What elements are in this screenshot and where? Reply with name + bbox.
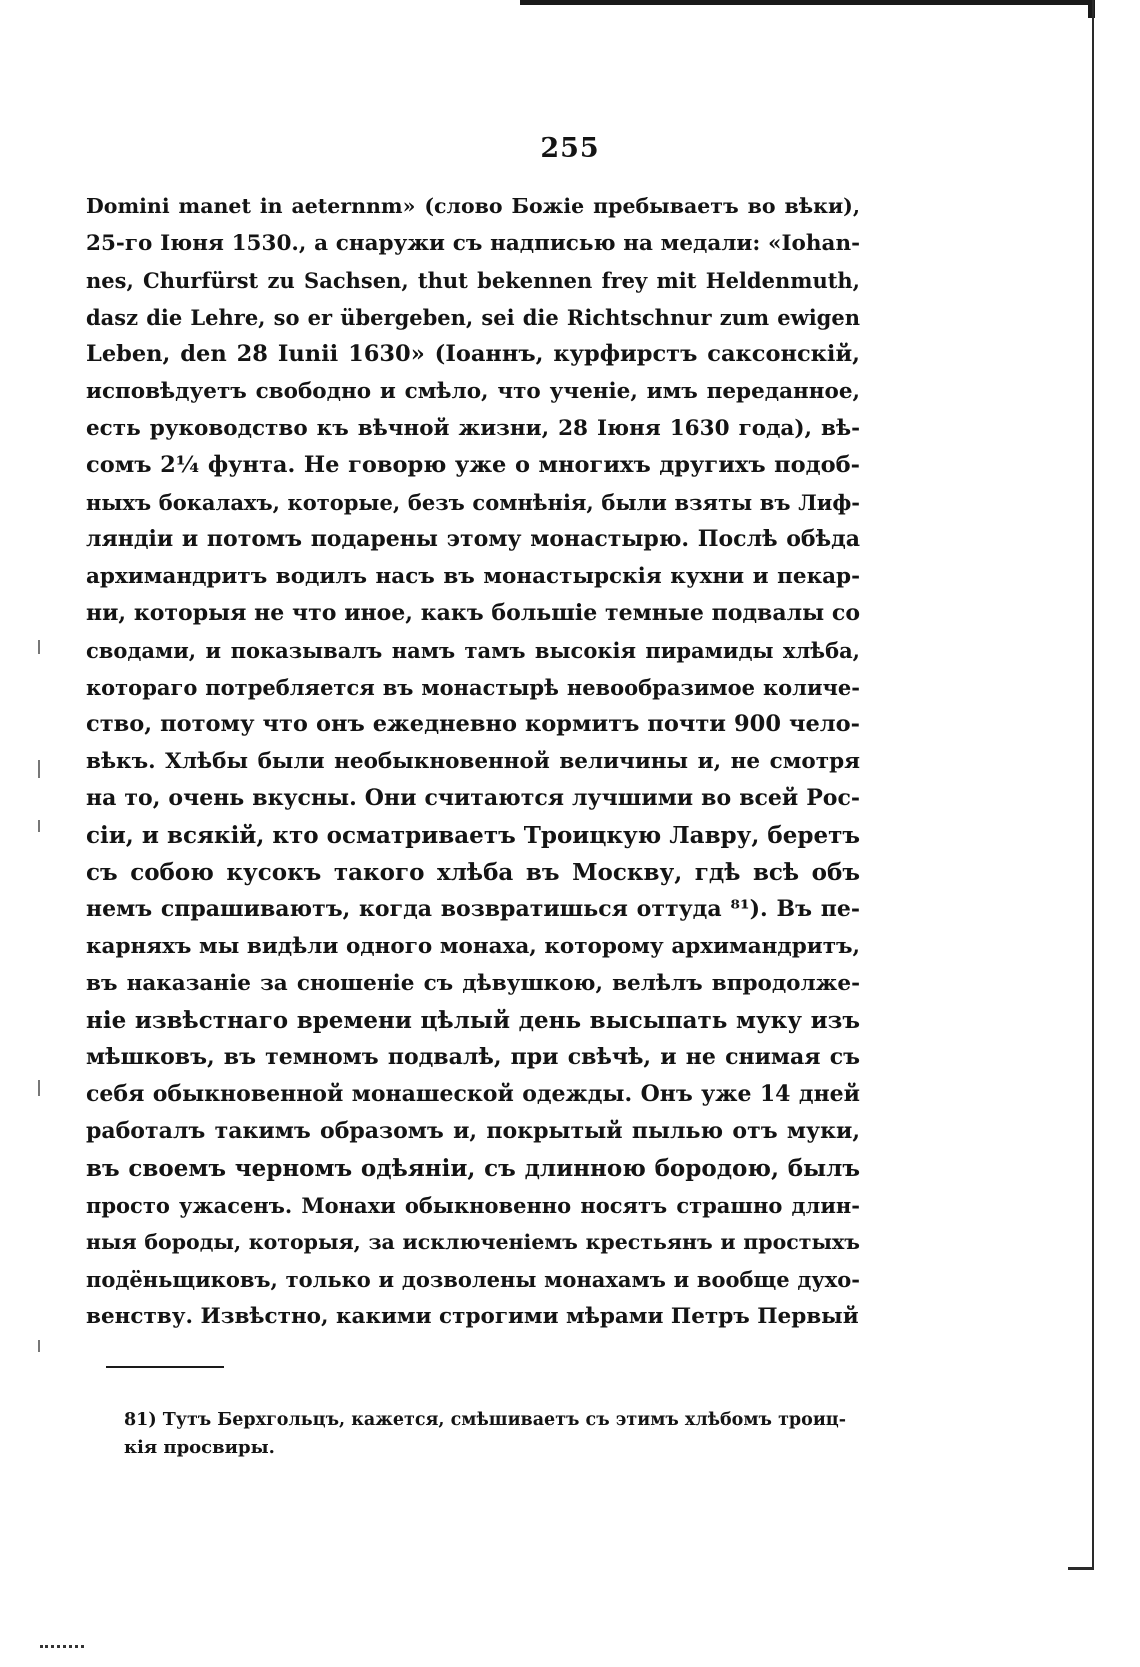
body-line: 25-го Іюня 1530., а снаружи съ надписью на медали: «Iohan- bbox=[86, 231, 860, 256]
body-line: карняхъ мы видѣли одного монаха, которому архимандритъ, bbox=[86, 934, 860, 959]
body-line: въ своемъ черномъ одѣяніи, съ длинною бородою, былъ bbox=[86, 1155, 860, 1182]
body-line: исповѣдуетъ свободно и смѣло, что ученіе, имъ переданное, bbox=[86, 379, 860, 404]
scan-corner-mark bbox=[40, 1645, 84, 1655]
footnote bbox=[124, 1406, 862, 1462]
body-line: ныхъ бокалахъ, которые, безъ сомнѣнія, были взяты въ Лиф- bbox=[86, 490, 860, 515]
scan-margin-tick bbox=[38, 820, 40, 832]
body-line: dasz die Lehre, so er übergeben, sei die Richtschnur zum ewigen bbox=[86, 305, 860, 330]
scan-margin-tick bbox=[38, 1080, 40, 1096]
body-line: себя обыкновенной монашеской одежды. Онъ уже 14 дней bbox=[86, 1081, 860, 1107]
scan-margin-tick bbox=[38, 640, 40, 654]
body-line: вѣкъ. Хлѣбы были необыкновенной величины и, не смотря bbox=[86, 749, 860, 774]
body-line: котораго потребляется въ монастырѣ невообразимое количе- bbox=[86, 675, 860, 700]
body-line: ляндіи и потомъ подарены этому монастырю. Послѣ обѣда bbox=[86, 526, 860, 552]
scan-top-rule bbox=[520, 0, 1095, 5]
body-text bbox=[86, 188, 860, 1335]
page-number: 255 bbox=[540, 133, 600, 164]
body-line: въ наказаніе за сношеніе съ дѣвушкою, велѣлъ впродолже- bbox=[86, 971, 860, 996]
scan-margin-tick bbox=[38, 1340, 40, 1352]
body-line: nes, Churfürst zu Sachsen, thut bekennen frey mit Heldenmuth, bbox=[86, 268, 860, 293]
body-line: сомъ 2¼ фунта. Не говорю уже о многихъ другихъ подоб- bbox=[86, 452, 860, 478]
body-line: немъ спрашиваютъ, когда возвратишься оттуда ⁸¹). Въ пе- bbox=[86, 896, 860, 922]
body-line: ни, которыя не что иное, какъ большіе темные подвалы со bbox=[86, 600, 860, 626]
body-line: архимандритъ водилъ насъ въ монастырскія кухни и пекар- bbox=[86, 564, 860, 589]
body-line: ство, потому что онъ ежедневно кормитъ почти 900 чело- bbox=[86, 711, 860, 737]
footnote-rule bbox=[106, 1366, 224, 1368]
body-line: есть руководство къ вѣчной жизни, 28 Іюня 1630 года), вѣ- bbox=[86, 416, 860, 441]
body-line: Domini manet in aeternnm» (слово Божіе пребываетъ во вѣки), bbox=[86, 194, 860, 218]
body-line: ныя бороды, которыя, за исключеніемъ крестьянъ и простыхъ bbox=[86, 1230, 860, 1254]
scan-right-mark bbox=[1068, 1567, 1094, 1570]
body-line: сводами, и показывалъ намъ тамъ высокія пирамиды хлѣба, bbox=[86, 638, 860, 663]
body-line: съ собою кусокъ такого хлѣба въ Москву, гдѣ всѣ объ bbox=[86, 859, 860, 886]
body-line: работалъ такимъ образомъ и, покрытый пылью отъ муки, bbox=[86, 1118, 860, 1144]
body-line: Leben, den 28 Iunii 1630» (Іоаннъ, курфирстъ саксонскій, bbox=[86, 341, 860, 367]
body-line: венству. Извѣстно, какими строгими мѣрами Петръ Первый bbox=[86, 1304, 859, 1329]
scan-right-edge bbox=[1092, 0, 1094, 1567]
footnote-line: кія просвиры. bbox=[124, 1437, 275, 1458]
body-line: подёньщиковъ, только и дозволены монахамъ и вообще духо- bbox=[86, 1267, 860, 1292]
scan-margin-tick bbox=[38, 760, 40, 778]
body-line: ніе извѣстнаго времени цѣлый день высыпать муку изъ bbox=[86, 1007, 860, 1034]
body-line: на то, очень вкусны. Они считаются лучшими во всей Рос- bbox=[86, 785, 860, 811]
body-line: просто ужасенъ. Монахи обыкновенно носятъ страшно длин- bbox=[86, 1193, 860, 1218]
body-line: сіи, и всякій, кто осматриваетъ Троицкую Лавру, беретъ bbox=[86, 822, 860, 849]
footnote-line: 81) Тутъ Берхгольцъ, кажется, смѣшиваетъ съ этимъ хлѣбомъ троиц- bbox=[124, 1410, 846, 1430]
body-line: мѣшковъ, въ темномъ подвалѣ, при свѣчѣ, и не снимая съ bbox=[86, 1044, 860, 1070]
